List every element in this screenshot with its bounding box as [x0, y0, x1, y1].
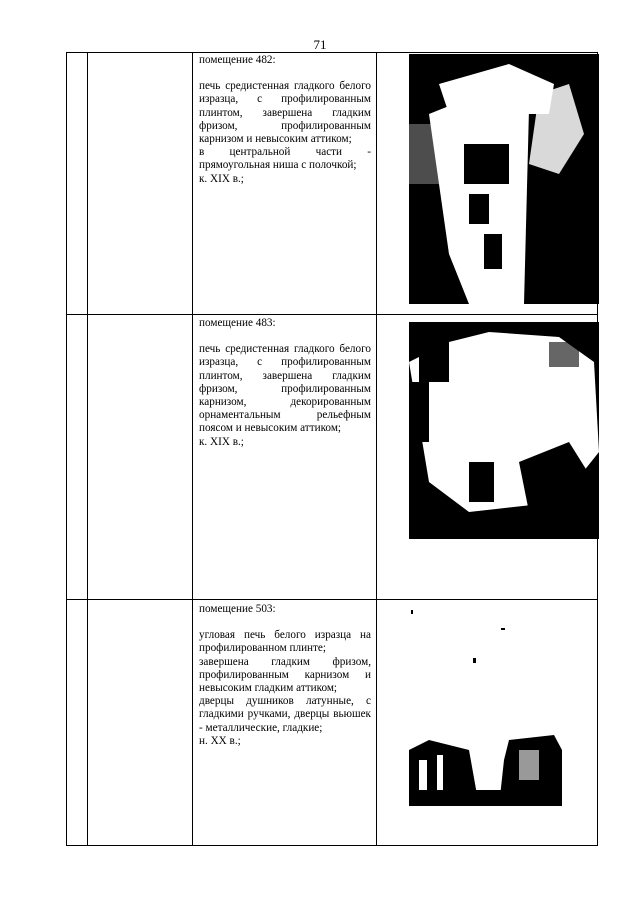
- description-line: в центральной части - прямоугольная ниша с полочкой;: [199, 146, 371, 172]
- stove-photo-icon: [409, 54, 599, 304]
- stove-photo-icon: [409, 322, 599, 539]
- room-title: помещение 483:: [199, 317, 276, 329]
- table-row: [199, 603, 371, 748]
- description-line: н. XX в.;: [199, 734, 241, 747]
- tiled-stove-photo: [409, 54, 599, 304]
- description-line: угловая печь белого изразца на профилированном плинте;: [199, 629, 371, 655]
- column-divider: [87, 52, 88, 846]
- table-border-left: [66, 52, 67, 846]
- page-number: 71: [313, 37, 327, 52]
- corner-stove-photo: [409, 600, 562, 806]
- description-line: печь средистенная гладкого белого изразца, с профилированным плинтом, завершена гладким фризом, профилированным карнизом, декорированным орнаментальным рельефным поясом и невысоким аттиком;: [199, 343, 371, 435]
- column-divider: [192, 52, 193, 846]
- description-line: к. XIX в.;: [199, 172, 244, 185]
- table-row: [199, 54, 371, 186]
- tiled-stove-photo: [409, 322, 599, 539]
- description-line: к. XIX в.;: [199, 435, 244, 448]
- column-divider: [376, 52, 377, 846]
- stove-photo-icon: [409, 600, 562, 806]
- heritage-table: [66, 52, 598, 846]
- description-line: дверцы душников латунные, с гладкими ручками, дверцы вьюшек - металлические, гладкие;: [199, 695, 371, 734]
- description-line: завершена гладким фризом, профилированным карнизом и невысоким гладким аттиком;: [199, 655, 371, 695]
- table-border-bottom: [66, 845, 598, 846]
- row-divider: [66, 314, 598, 315]
- table-row: [199, 317, 371, 449]
- room-title: помещение 503:: [199, 603, 276, 615]
- description-line: печь средистенная гладкого белого изразца, с профилированным плинтом, завершена гладким фризом, профилированным карнизом и невысоким аттиком;: [199, 80, 371, 146]
- table-border-top: [66, 52, 598, 53]
- room-title: помещение 482:: [199, 54, 276, 66]
